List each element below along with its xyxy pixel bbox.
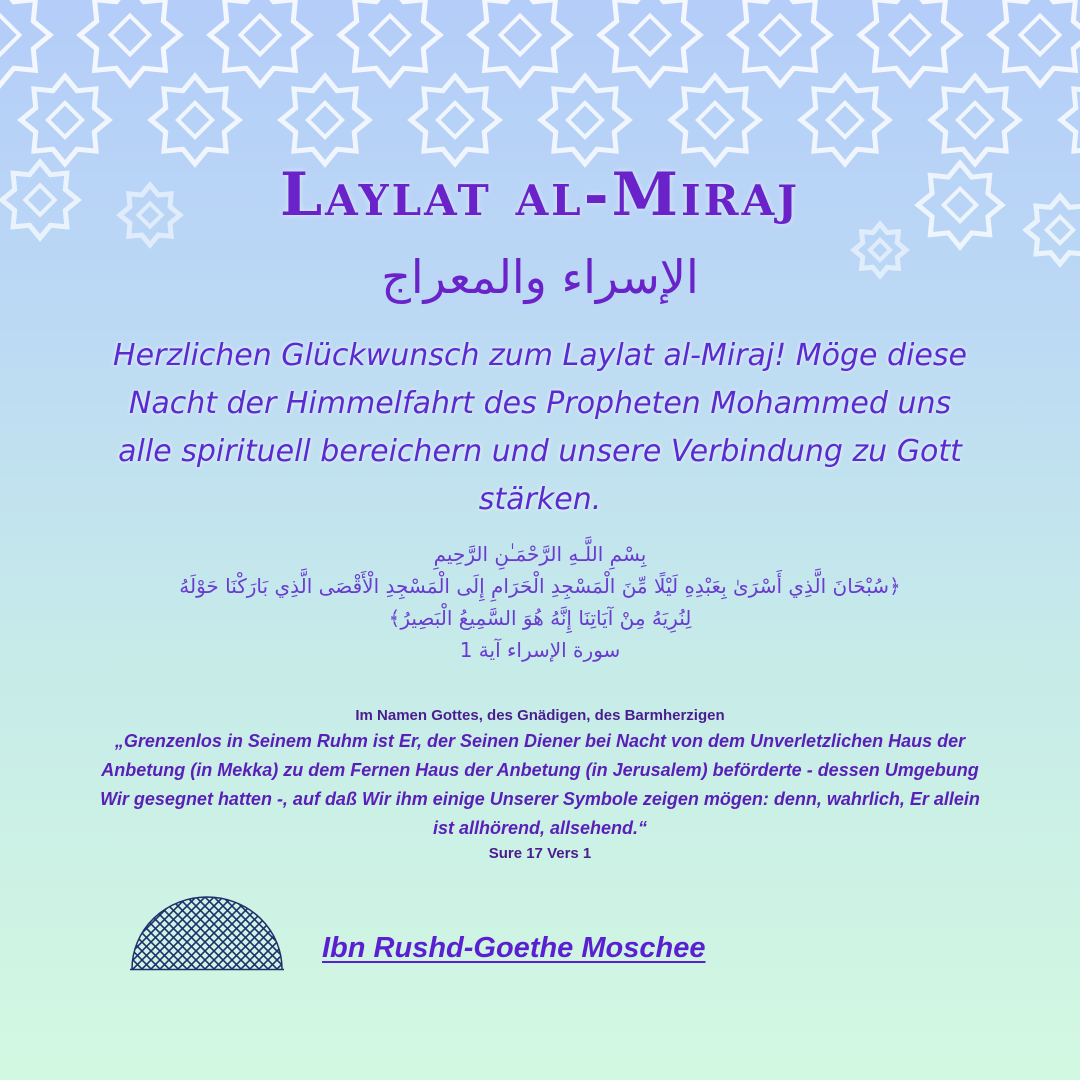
logo-lattice-line (128, 893, 182, 973)
page-title: Laylat al-Miraj (279, 160, 801, 230)
arabic-basmala: بِسْمِ اللَّـهِ الرَّحْمَـٰنِ الرَّحِيمِ (433, 542, 647, 566)
german-translation-block (100, 705, 980, 865)
logo-lattice-line (128, 893, 200, 973)
arabic-verse-line-2: لِنُرِيَهُ مِنْ آيَاتِنَا إِنَّهُ هُوَ السَّمِيعُ الْبَصِيرُ﴾ (388, 606, 692, 630)
greeting-text: Herzlichen Glückwunsch zum Laylat al-Miraj! Möge diese Nacht der Himmelfahrt des Propheten Mohammed uns alle spirituell bereichern und unsere Verbindung zu Gott stärken. (113, 338, 967, 517)
arabic-verse-line-1: ﴿سُبْحَانَ الَّذِي أَسْرَىٰ بِعَبْدِهِ لَيْلًا مِّنَ الْمَسْجِدِ الْحَرَامِ إِلَى الْمَسْجِدِ الْأَقْصَى الَّذِي بَارَكْنَا حَوْلَهُ (179, 574, 901, 598)
mosque-dome-lattice-logo-icon (128, 893, 286, 973)
logo-lattice-line (282, 893, 286, 973)
logo-lattice-line (282, 893, 286, 973)
german-heading: Im Namen Gottes, des Gnädigen, des Barmherzigen (355, 707, 725, 724)
german-quote: „Grenzenlos in Seinem Ruhm ist Er, der Seinen Diener bei Nacht von dem Unverletzlichen Haus der Anbetung (in Mekka) zu dem Fernen Haus der Anbetung (in Jerusalem) beförderte - dessen Umgebung Wir gesegnet hatten -, auf daß Wir ihm einige Unserer Symbole zeigen mögen: denn, wahrlich, Er allein ist allhörend, allsehend.“ (100, 731, 980, 838)
logo-lattice-line (128, 893, 182, 973)
arabic-verse-reference: سورة الإسراء آية 1 (459, 638, 621, 662)
german-reference: Sure 17 Vers 1 (488, 845, 592, 862)
arabic-verse-block (130, 538, 950, 666)
mosque-name-link[interactable]: Ibn Rushd-Goethe Moschee (322, 932, 706, 964)
arabic-title: الإسراء والمعراج (381, 250, 699, 304)
logo-lattice-line (128, 893, 200, 973)
